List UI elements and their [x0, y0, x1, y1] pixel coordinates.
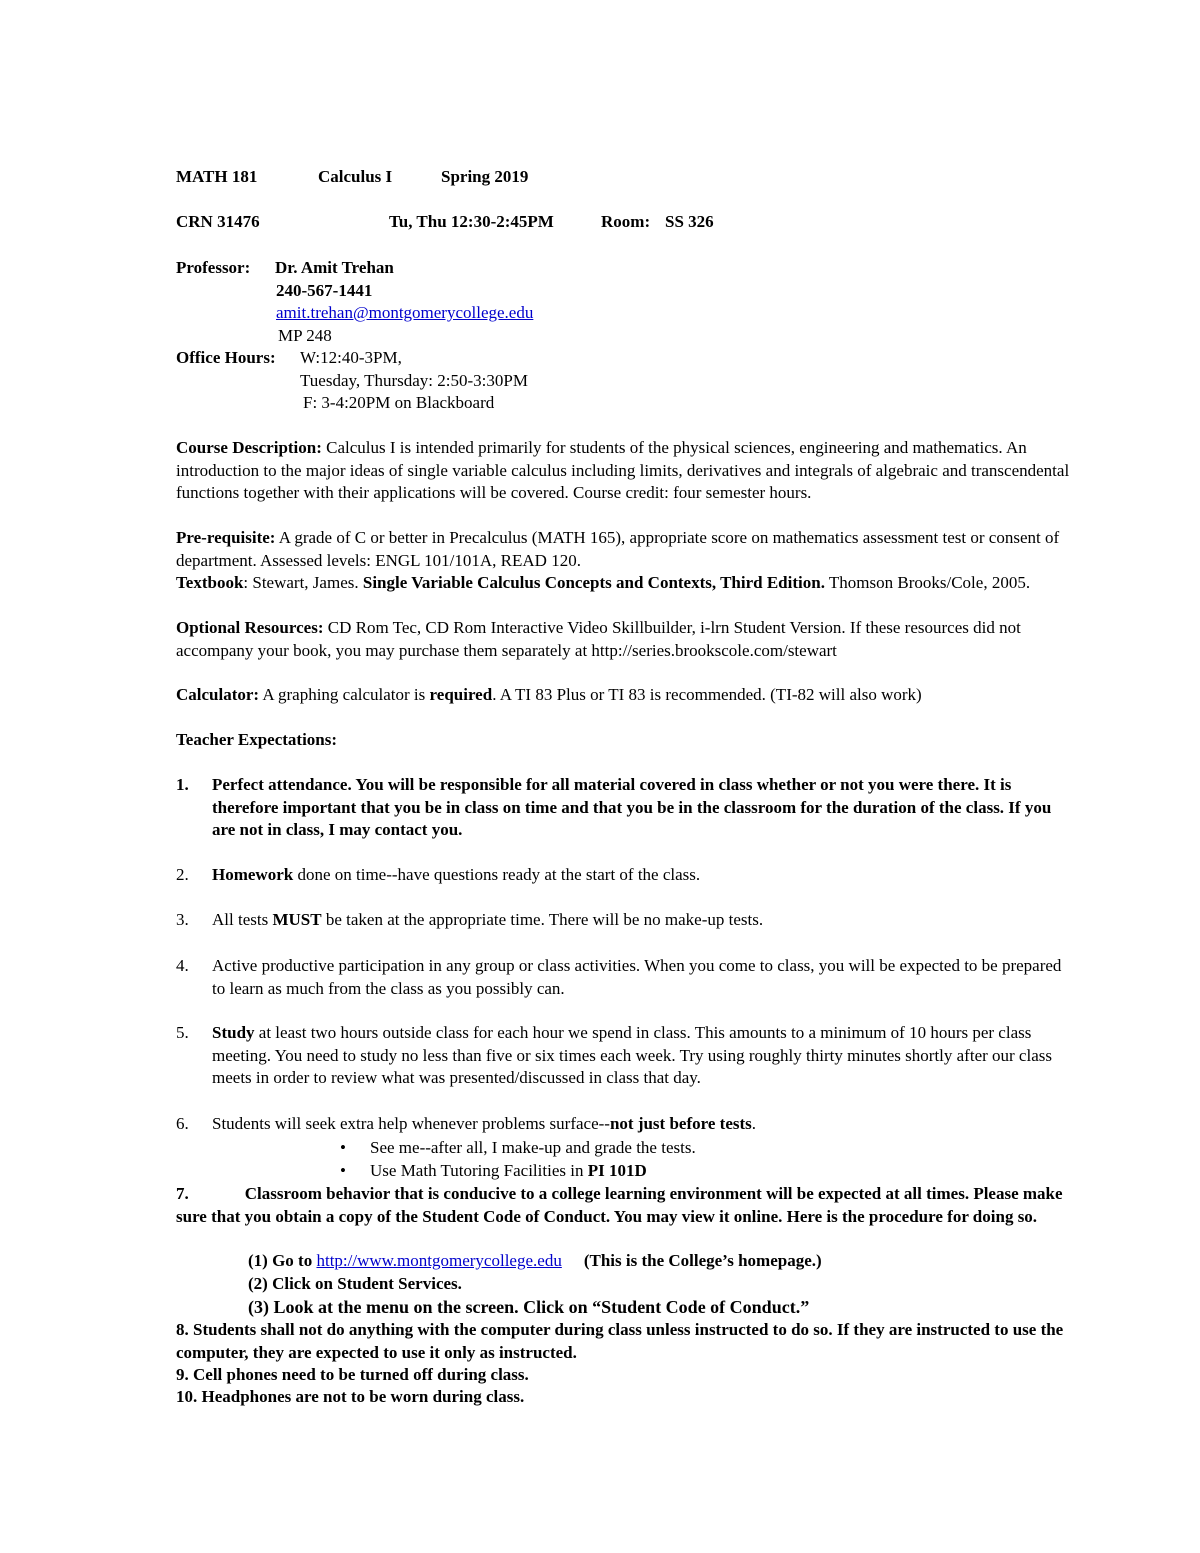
course-description-label: Course Description: [176, 438, 322, 457]
expectation-item-7 [176, 1183, 1076, 1228]
optional-resources-text: CD Rom Tec, CD Rom Interactive Video Skillbuilder, i-lrn Student Version. If these resources did not accompany your book, you may purchase them separately at http://series.brookscole.com/stewart [176, 618, 1021, 660]
bullet-icon: • [340, 1138, 346, 1157]
college-homepage-link[interactable]: http://www.montgomerycollege.edu [316, 1251, 562, 1270]
textbook [176, 572, 1076, 595]
prerequisite [176, 527, 1076, 572]
item-text: Perfect attendance. You will be responsible for all material covered in class whether or not you were there. It is therefore important that you be in class on time and that you be in the classroom for the duration of the class. If you are not in class, I may contact you. [212, 775, 1052, 839]
course-description-text: Calculus I is intended primarily for students of the physical sciences, engineering and mathematics. An introduction to the major ideas of single variable calculus including limits, derivatives and integrals of algebraic and transcendental functions together with their applications will be covered. Course credit: four semester hours. [176, 438, 1070, 502]
step-2: (2) Click on Student Services. [248, 1274, 462, 1293]
item-bold: not just before tests [609, 1114, 752, 1133]
expectation-item-10: 10. Headphones are not to be worn during class. [176, 1387, 525, 1406]
step-1 [248, 1250, 822, 1272]
item-bold: Study [212, 1023, 255, 1042]
professor-office: MP 248 [278, 326, 332, 345]
calculator-text-a: A graphing calculator is [262, 685, 430, 704]
expectation-item-6 [176, 1113, 1076, 1136]
course-term: Spring 2019 [441, 167, 529, 186]
professor-phone: 240-567-1441 [276, 281, 373, 300]
item-part: Students will seek extra help whenever problems surface-- [212, 1114, 610, 1133]
item-number: 1. [176, 775, 189, 794]
item-text [212, 1022, 1076, 1090]
bullet-text: Use Math Tutoring Facilities in [370, 1161, 588, 1180]
calculator-text-b: . A TI 83 Plus or TI 83 is recommended. (TI-82 will also work) [492, 685, 922, 704]
course-description [176, 437, 1076, 505]
textbook-label: Textbook [176, 573, 244, 592]
item-number: 5. [176, 1023, 189, 1042]
calculator-label: Calculator: [176, 685, 260, 704]
item-text: Active productive participation in any group or class activities. When you come to class, you will be expected to be prepared to learn as much from the class as you possibly can. [212, 956, 1062, 998]
expectation-item-8: 8. Students shall not do anything with the computer during class unless instructed to do so. If they are instructed to use the computer, they are expected to use it only as instructed. [176, 1320, 1064, 1362]
item-rest: done on time--have questions ready at the start of the class. [293, 865, 701, 884]
room-number: SS 326 [665, 212, 714, 231]
textbook-author: : Stewart, James. [243, 573, 363, 592]
item-number: 2. [176, 865, 189, 884]
course-crn: CRN 31476 [176, 212, 260, 231]
item-part: All tests [212, 910, 273, 929]
expectation-item-4 [176, 955, 1076, 1000]
textbook-publisher: Thomson Brooks/Cole, 2005. [824, 573, 1031, 592]
professor-name: Dr. Amit Trehan [275, 258, 394, 277]
prerequisite-label: Pre-requisite: [176, 528, 276, 547]
item-text [212, 864, 1076, 887]
expectation-item-2 [176, 864, 1076, 887]
textbook-title: Single Variable Calculus Concepts and Contexts, Third Edition. [362, 573, 825, 592]
item-rest: be taken at the appropriate time. There will be no make-up tests. [321, 910, 764, 929]
step-3: (3) Look at the menu on the screen. Click on “Student Code of Conduct.” [248, 1297, 810, 1317]
office-hours-line1: W:12:40-3PM, [300, 348, 402, 367]
professor-email-link[interactable]: amit.trehan@montgomerycollege.edu [276, 303, 534, 322]
course-title: Calculus I [318, 167, 393, 186]
expectations-heading: Teacher Expectations: [176, 730, 338, 749]
item-number: 6. [176, 1114, 189, 1133]
course-schedule: Tu, Thu 12:30-2:45PM [389, 212, 554, 231]
expectation-item-1 [176, 774, 1076, 842]
expectation-item-3 [176, 909, 1076, 932]
bullet-see-me [340, 1137, 696, 1159]
office-hours-line2: Tuesday, Thursday: 2:50-3:30PM [300, 371, 528, 390]
professor-label: Professor: [176, 258, 251, 277]
office-hours-line3: F: 3-4:20PM on Blackboard [303, 393, 495, 412]
calculator [176, 684, 1076, 707]
item-text: Classroom behavior that is conducive to a college learning environment will be expected at all times. Please make sure that you obtain a copy of the Student Code of Conduct. You may view it online. Here is the procedure for doing so. [176, 1184, 1063, 1226]
prerequisite-text: A grade of C or better in Precalculus (MATH 165), appropriate score on mathematics assessment test or consent of department. Assessed levels: ENGL 101/101A, READ 120. [176, 528, 1060, 570]
optional-resources-label: Optional Resources: [176, 618, 324, 637]
item-number: 3. [176, 910, 189, 929]
bullet-bold: PI 101D [587, 1161, 647, 1180]
item-number: 4. [176, 956, 189, 975]
step-note: (This is the College’s homepage.) [583, 1251, 822, 1270]
item-bold: Homework [212, 865, 294, 884]
item-number: 7. [176, 1184, 189, 1203]
bullet-text: See me--after all, I make-up and grade the tests. [370, 1138, 696, 1157]
expectation-item-9: 9. Cell phones need to be turned off during class. [176, 1365, 529, 1384]
item-text [212, 909, 1076, 932]
office-hours-label: Office Hours: [176, 348, 276, 367]
room-label: Room: [601, 212, 651, 231]
expectation-item-5 [176, 1022, 1076, 1090]
step-text: (1) Go to [248, 1251, 317, 1270]
bullet-icon: • [340, 1161, 346, 1180]
calculator-required: required [429, 685, 493, 704]
course-code: MATH 181 [176, 167, 258, 186]
item-rest: . [751, 1114, 757, 1133]
item-rest: at least two hours outside class for each hour we spend in class. This amounts to a minimum of 10 hours per class meeting. You need to study no less than five or six times each week. Try using roughly thirty minutes shortly after our class meets in order to review what was presented/discussed in class that day. [212, 1023, 1052, 1087]
item-bold: MUST [272, 910, 322, 929]
optional-resources [176, 617, 1076, 662]
item-text [212, 1113, 1076, 1136]
bullet-tutoring [340, 1160, 647, 1182]
